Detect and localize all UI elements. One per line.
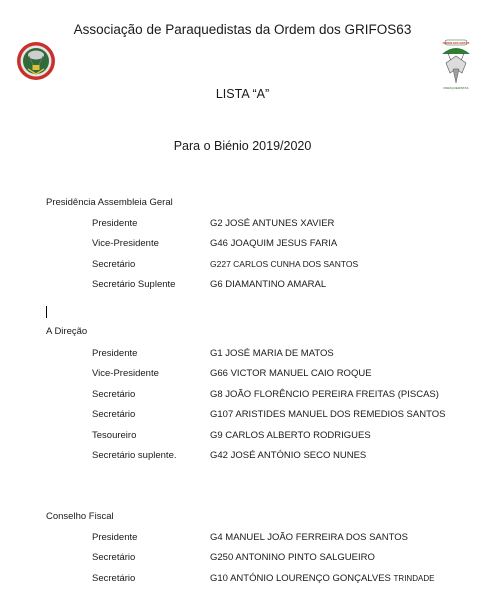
- text-cursor: [46, 306, 47, 318]
- role-label: Tesoureiro: [92, 430, 137, 441]
- member-name: G250 ANTONINO PINTO SALGUEIRO: [210, 552, 375, 563]
- member-name: G6 DIAMANTINO AMARAL: [210, 279, 327, 290]
- member-name: G66 VICTOR MANUEL CAIO ROQUE: [210, 368, 372, 379]
- member-name-suffix: TRINDADE: [393, 574, 435, 583]
- role-label: Secretário: [92, 389, 136, 400]
- role-label: Secretário: [92, 409, 136, 420]
- role-label: Vice-Presidente: [92, 368, 159, 379]
- role-label: Presidente: [92, 218, 138, 229]
- member-name: G227 CARLOS CUNHA DOS SANTOS: [210, 259, 359, 269]
- section-title-direcao: A Direção: [46, 326, 88, 337]
- biennium-title: Para o Biénio 2019/2020: [173, 139, 312, 153]
- role-label: Secretário: [92, 259, 136, 270]
- page-title: Associação de Paraquedistas da Ordem dos GRIFOS63: [73, 22, 412, 37]
- member-name: G107 ARISTIDES MANUEL DOS REMEDIOS SANTOS: [210, 409, 446, 420]
- role-label: Presidente: [92, 348, 138, 359]
- list-title: LISTA “A”: [215, 87, 270, 101]
- grifos-banner-text: ORDEM DOS GRIFOS: [442, 42, 470, 45]
- member-name: G2 JOSÉ ANTUNES XAVIER: [210, 218, 335, 229]
- section-title-conselho-fiscal: Conselho Fiscal: [46, 511, 114, 522]
- section-title-assembleia-geral: Presidência Assembleia Geral: [46, 197, 173, 208]
- member-name: G8 JOÃO FLORÊNCIO PEREIRA FREITAS (PISCAS): [210, 389, 439, 400]
- member-name: G46 JOAQUIM JESUS FARIA: [210, 238, 338, 249]
- member-name: G4 MANUEL JOÃO FERREIRA DOS SANTOS: [210, 532, 408, 543]
- role-label: Secretário: [92, 552, 136, 563]
- role-label: Secretário Suplente: [92, 279, 176, 290]
- role-label: Secretário: [92, 573, 136, 584]
- role-label: Vice-Presidente: [92, 238, 159, 249]
- member-name-main: G10 ANTÓNIO LOURENÇO GONÇALVES: [210, 573, 391, 584]
- member-name: G1 JOSÉ MARIA DE MATOS: [210, 348, 334, 359]
- grifos-parachute-emblem-icon: [438, 39, 474, 91]
- member-name: G9 CARLOS ALBERTO RODRIGUES: [210, 430, 371, 441]
- role-label: Presidente: [92, 532, 138, 543]
- role-label: Secretário suplente.: [92, 450, 177, 461]
- member-name: G42 JOSÉ ANTÓNIO SECO NUNES: [210, 450, 367, 461]
- member-name: [210, 573, 434, 584]
- association-emblem-icon: [16, 41, 56, 81]
- paraquedistas-caption: PARAQUEDISTAS: [443, 86, 469, 90]
